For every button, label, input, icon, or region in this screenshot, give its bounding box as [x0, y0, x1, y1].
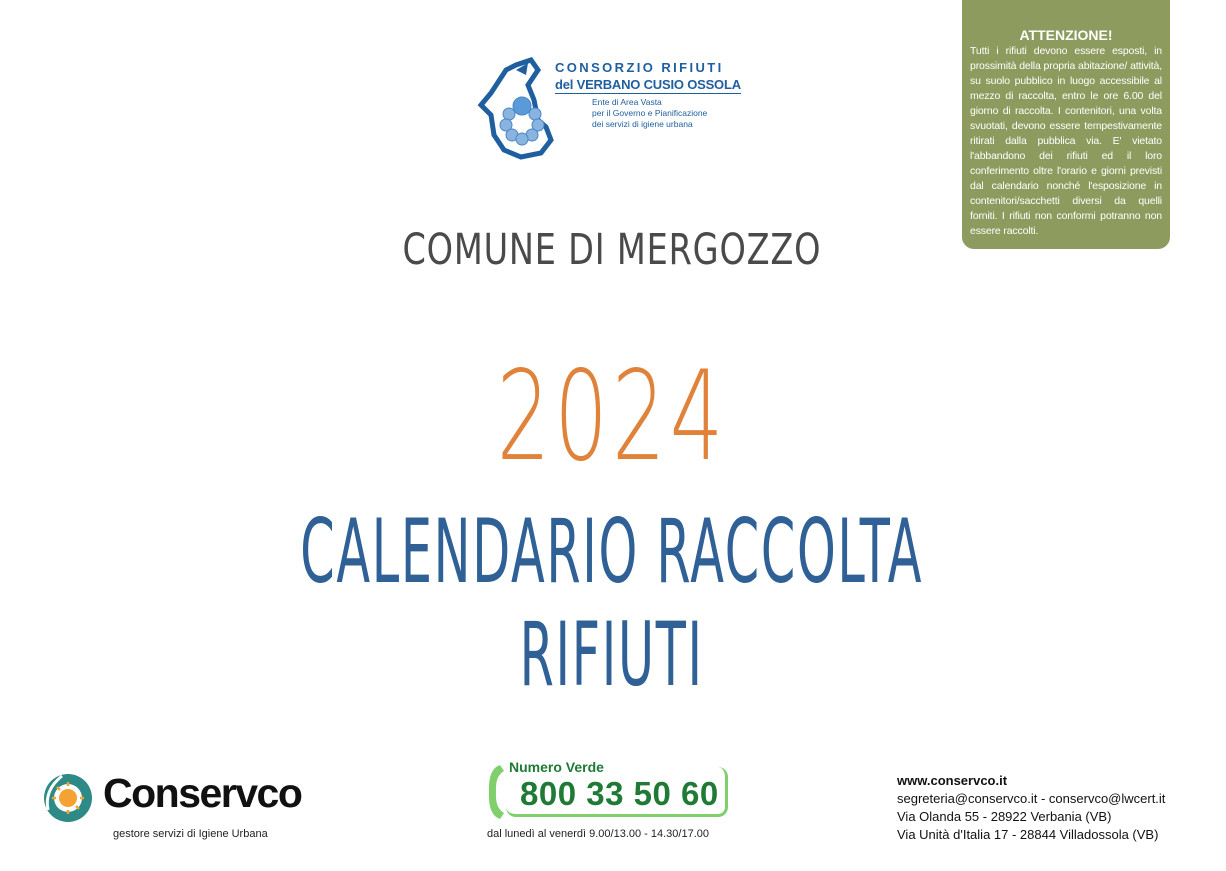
phone-label: Numero Verde	[509, 759, 604, 775]
conservco-brand: Conservco	[103, 770, 302, 816]
year-title: 2024	[496, 345, 728, 489]
contacts-block	[897, 772, 1165, 844]
calendar-headline: CALENDARIO RACCOLTA RIFIUTI	[300, 500, 924, 706]
attention-box	[962, 0, 1170, 249]
consorzio-subtitle: del VERBANO CUSIO OSSOLA	[555, 77, 741, 92]
website-link[interactable]: www.conservco.it	[897, 773, 1008, 788]
phone-icon	[486, 763, 506, 821]
phone-number[interactable]: 800 33 50 60	[520, 775, 719, 812]
attention-title: ATTENZIONE!	[1019, 27, 1113, 43]
email-links[interactable]: segreteria@conservco.it - conservco@lwcert.it	[897, 791, 1166, 806]
attention-text: Tutti i rifiuti devono essere esposti, in prossimità della propria abitazione/ attività, su suolo pubblico in luogo accessibile al mezzo di raccolta, entro le ore 6.00 del giorno di raccolta. I contenitori, una volta svuotati, devono essere tempestivamente ritirati dalla pubblica via. E' vietato l'abbandono dei rifiuti ed il loro conferimento oltre l'orario e giorni previsti dal calendario nonché l'esposizione in contenitori/sacchetti diversi da quelli forniti. I rifiuti non conformi potranno non essere raccolti.	[970, 45, 1162, 237]
phone-hours: dal lunedì al venerdì 9.00/13.00 - 14.30/17.00	[487, 828, 710, 840]
conservco-tagline: gestore servizi di Igiene Urbana	[113, 828, 268, 840]
address-villadossola: Via Unità d'Italia 17 - 28844 Villadossola (VB)	[897, 827, 1159, 842]
consorzio-title: CONSORZIO RIFIUTI	[555, 60, 724, 75]
address-verbania: Via Olanda 55 - 28922 Verbania (VB)	[897, 809, 1112, 824]
comune-title: COMUNE DI MERGOZZO	[402, 225, 822, 275]
consorzio-description: Ente di Area Vasta per il Governo e Pianificazione dei servizi di igiene urbana	[592, 97, 708, 129]
